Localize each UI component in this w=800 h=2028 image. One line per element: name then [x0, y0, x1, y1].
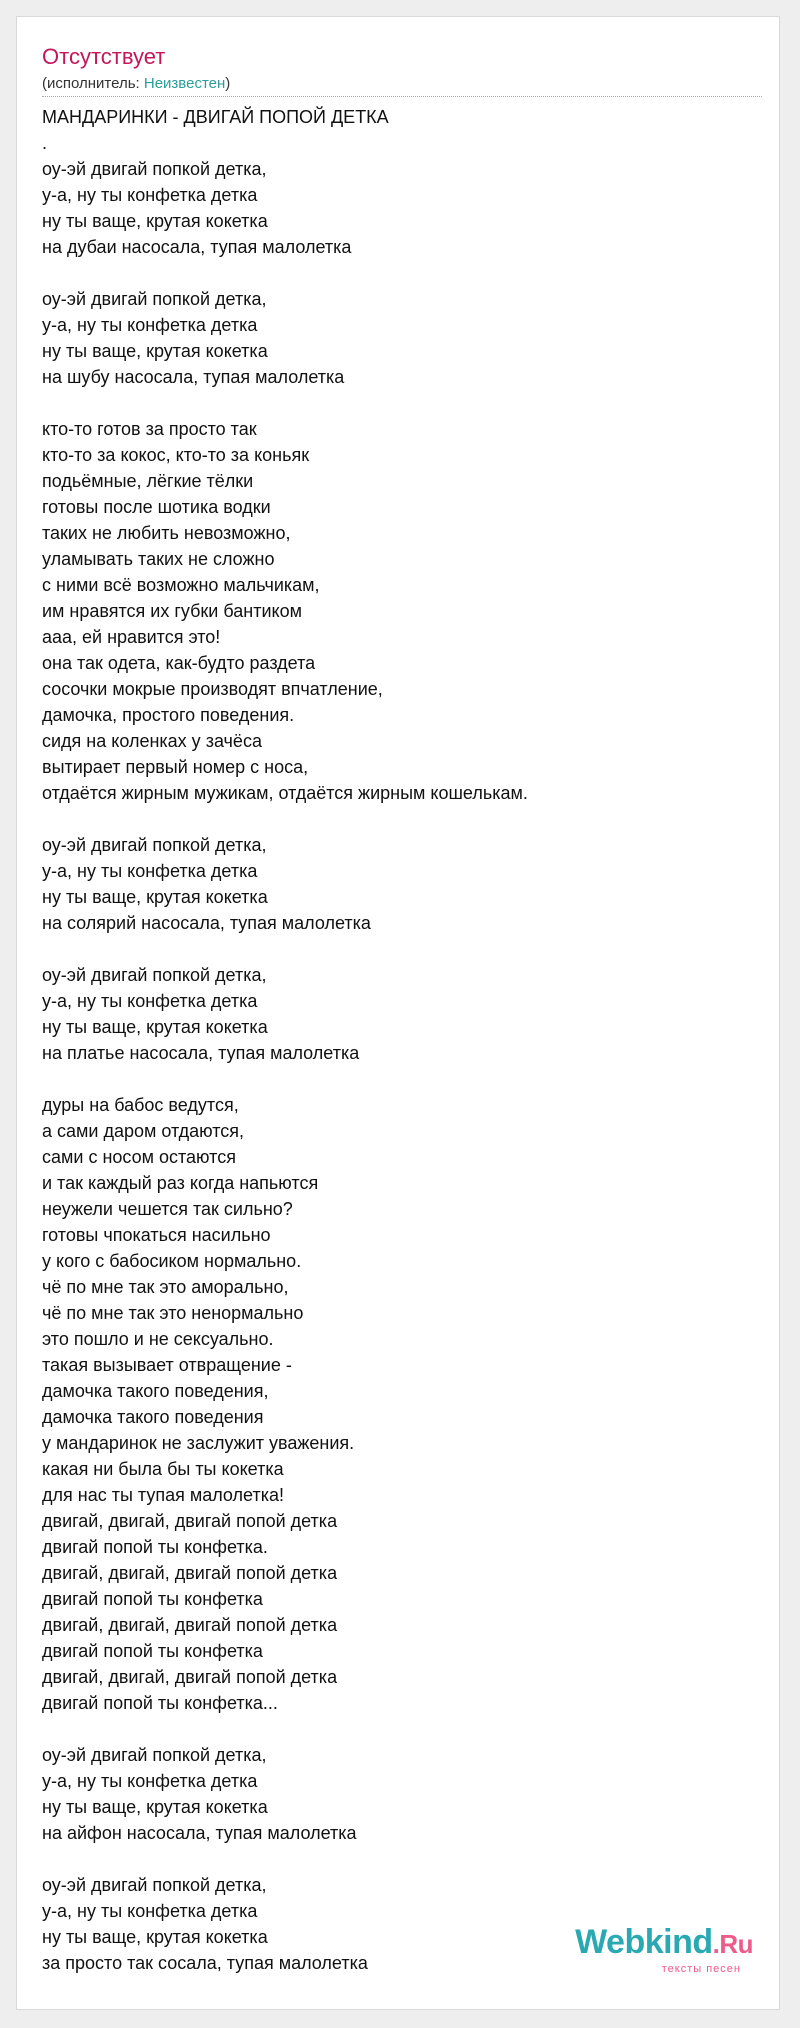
lyric-line: для нас ты тупая малолетка! [42, 1485, 284, 1505]
lyric-line: у-а, ну ты конфетка детка [42, 1901, 258, 1921]
lyric-line: двигай попой ты конфетка [42, 1589, 263, 1609]
artist-prefix: (исполнитель: [42, 75, 144, 92]
lyrics-heading: МАНДАРИНКИ - ДВИГАЙ ПОПОЙ ДЕТКА [42, 107, 389, 127]
watermark-brand: Webkind [575, 1923, 713, 1961]
lyric-line: чё по мне так это аморально, [42, 1277, 289, 1297]
lyric-line: на солярий насосала, тупая малолетка [42, 913, 371, 933]
lyric-line: сосочки мокрые производят впчатление, [42, 679, 383, 699]
header-divider [42, 96, 762, 97]
lyric-line [42, 1846, 762, 1872]
lyric-line: оу-эй двигай попкой детка, [42, 1745, 267, 1765]
lyric-line: двигай попой ты конфетка. [42, 1537, 268, 1557]
lyric-line: . [42, 133, 48, 153]
lyric-line: на айфон насосала, тупая малолетка [42, 1823, 357, 1843]
lyric-line: двигай, двигай, двигай попой детка [42, 1615, 338, 1635]
lyric-line: кто-то готов за просто так [42, 419, 257, 439]
lyric-line: ну ты ваще, крутая кокетка [42, 1017, 268, 1037]
lyric-line [42, 806, 762, 832]
lyric-line: какая ни была бы ты кокетка [42, 1459, 284, 1479]
lyric-line: она так одета, как-будто раздета [42, 653, 316, 673]
lyric-line: это пошло и не сексуально. [42, 1329, 274, 1349]
lyric-line: отдаётся жирным мужикам, отдаётся жирным кошелькам. [42, 783, 528, 803]
lyric-line: и так каждый раз когда напьются [42, 1173, 319, 1193]
lyric-line: у-а, ну ты конфетка детка [42, 315, 258, 335]
lyric-line: неужели чешется так сильно? [42, 1199, 293, 1219]
watermark-tagline: тексты песен [661, 1963, 741, 1975]
lyric-line: на платье насосала, тупая малолетка [42, 1043, 360, 1063]
lyric-line: ну ты ваще, крутая кокетка [42, 1797, 268, 1817]
lyric-line: кто-то за кокос, кто-то за коньяк [42, 445, 310, 465]
lyric-line: чё по мне так это ненормально [42, 1303, 304, 1323]
lyric-line: двигай, двигай, двигай попой детка [42, 1667, 338, 1687]
lyric-line: дамочка, простого поведения. [42, 705, 295, 725]
lyric-line: на шубу насосала, тупая малолетка [42, 367, 345, 387]
lyric-line: оу-эй двигай попкой детка, [42, 1875, 267, 1895]
site-watermark [533, 1923, 753, 1979]
lyric-line: оу-эй двигай попкой детка, [42, 835, 267, 855]
watermark-tld: .Ru [712, 1929, 753, 1959]
lyric-line: на дубаи насосала, тупая малолетка [42, 237, 352, 257]
lyric-line: за просто так сосала, тупая малолетка [42, 1953, 368, 1973]
lyric-line: подьёмные, лёгкие тёлки [42, 471, 254, 491]
lyrics-card [16, 16, 780, 2010]
lyric-line [42, 1716, 762, 1742]
song-header [42, 42, 762, 97]
lyric-line: сидя на коленках у зачёса [42, 731, 262, 751]
lyric-line: оу-эй двигай попкой детка, [42, 289, 267, 309]
lyric-line: дамочка такого поведения [42, 1407, 264, 1427]
lyric-line [42, 390, 762, 416]
artist-line [42, 74, 762, 94]
lyric-line: у мандаринок не заслужит уважения. [42, 1433, 355, 1453]
lyric-line: оу-эй двигай попкой детка, [42, 159, 267, 179]
lyric-line: ну ты ваще, крутая кокетка [42, 341, 268, 361]
song-title: Отсутствует [42, 44, 166, 69]
lyric-line: а сами даром отдаются, [42, 1121, 245, 1141]
lyric-line: сами с носом остаются [42, 1147, 236, 1167]
lyric-line: оу-эй двигай попкой детка, [42, 965, 267, 985]
artist-link[interactable]: Неизвестен [143, 75, 226, 92]
lyric-line: дамочка такого поведения, [42, 1381, 269, 1401]
lyric-line: дуры на бабос ведутся, [42, 1095, 239, 1115]
lyric-line: готовы после шотика водки [42, 497, 271, 517]
lyric-line: готовы чпокаться насильно [42, 1225, 271, 1245]
lyrics-body [42, 130, 762, 1976]
lyric-line: двигай попой ты конфетка... [42, 1693, 278, 1713]
lyric-line: им нравятся их губки бантиком [42, 601, 302, 621]
lyric-line: такая вызывает отвращение - [42, 1355, 292, 1375]
watermark-logo [533, 1923, 753, 1963]
lyric-line: у-а, ну ты конфетка детка [42, 991, 258, 1011]
lyric-line: у-а, ну ты конфетка детка [42, 1771, 258, 1791]
lyric-line: вытирает первый номер с носа, [42, 757, 309, 777]
lyric-line: ну ты ваще, крутая кокетка [42, 211, 268, 231]
lyric-line: двигай попой ты конфетка [42, 1641, 263, 1661]
lyric-line: ааа, ей нравится это! [42, 627, 221, 647]
lyric-line: двигай, двигай, двигай попой детка [42, 1511, 338, 1531]
lyric-line: у-а, ну ты конфетка детка [42, 861, 258, 881]
lyric-line: ну ты ваще, крутая кокетка [42, 887, 268, 907]
lyric-line: у кого с бабосиком нормально. [42, 1251, 302, 1271]
lyric-line [42, 260, 762, 286]
lyric-line [42, 936, 762, 962]
lyric-line: двигай, двигай, двигай попой детка [42, 1563, 338, 1583]
artist-suffix: ) [225, 75, 231, 92]
lyric-line: уламывать таких не сложно [42, 549, 275, 569]
lyric-line: таких не любить невозможно, [42, 523, 291, 543]
lyric-line: ну ты ваще, крутая кокетка [42, 1927, 268, 1947]
lyric-line: с ними всё возможно мальчикам, [42, 575, 320, 595]
lyric-line: у-а, ну ты конфетка детка [42, 185, 258, 205]
lyric-line [42, 1066, 762, 1092]
